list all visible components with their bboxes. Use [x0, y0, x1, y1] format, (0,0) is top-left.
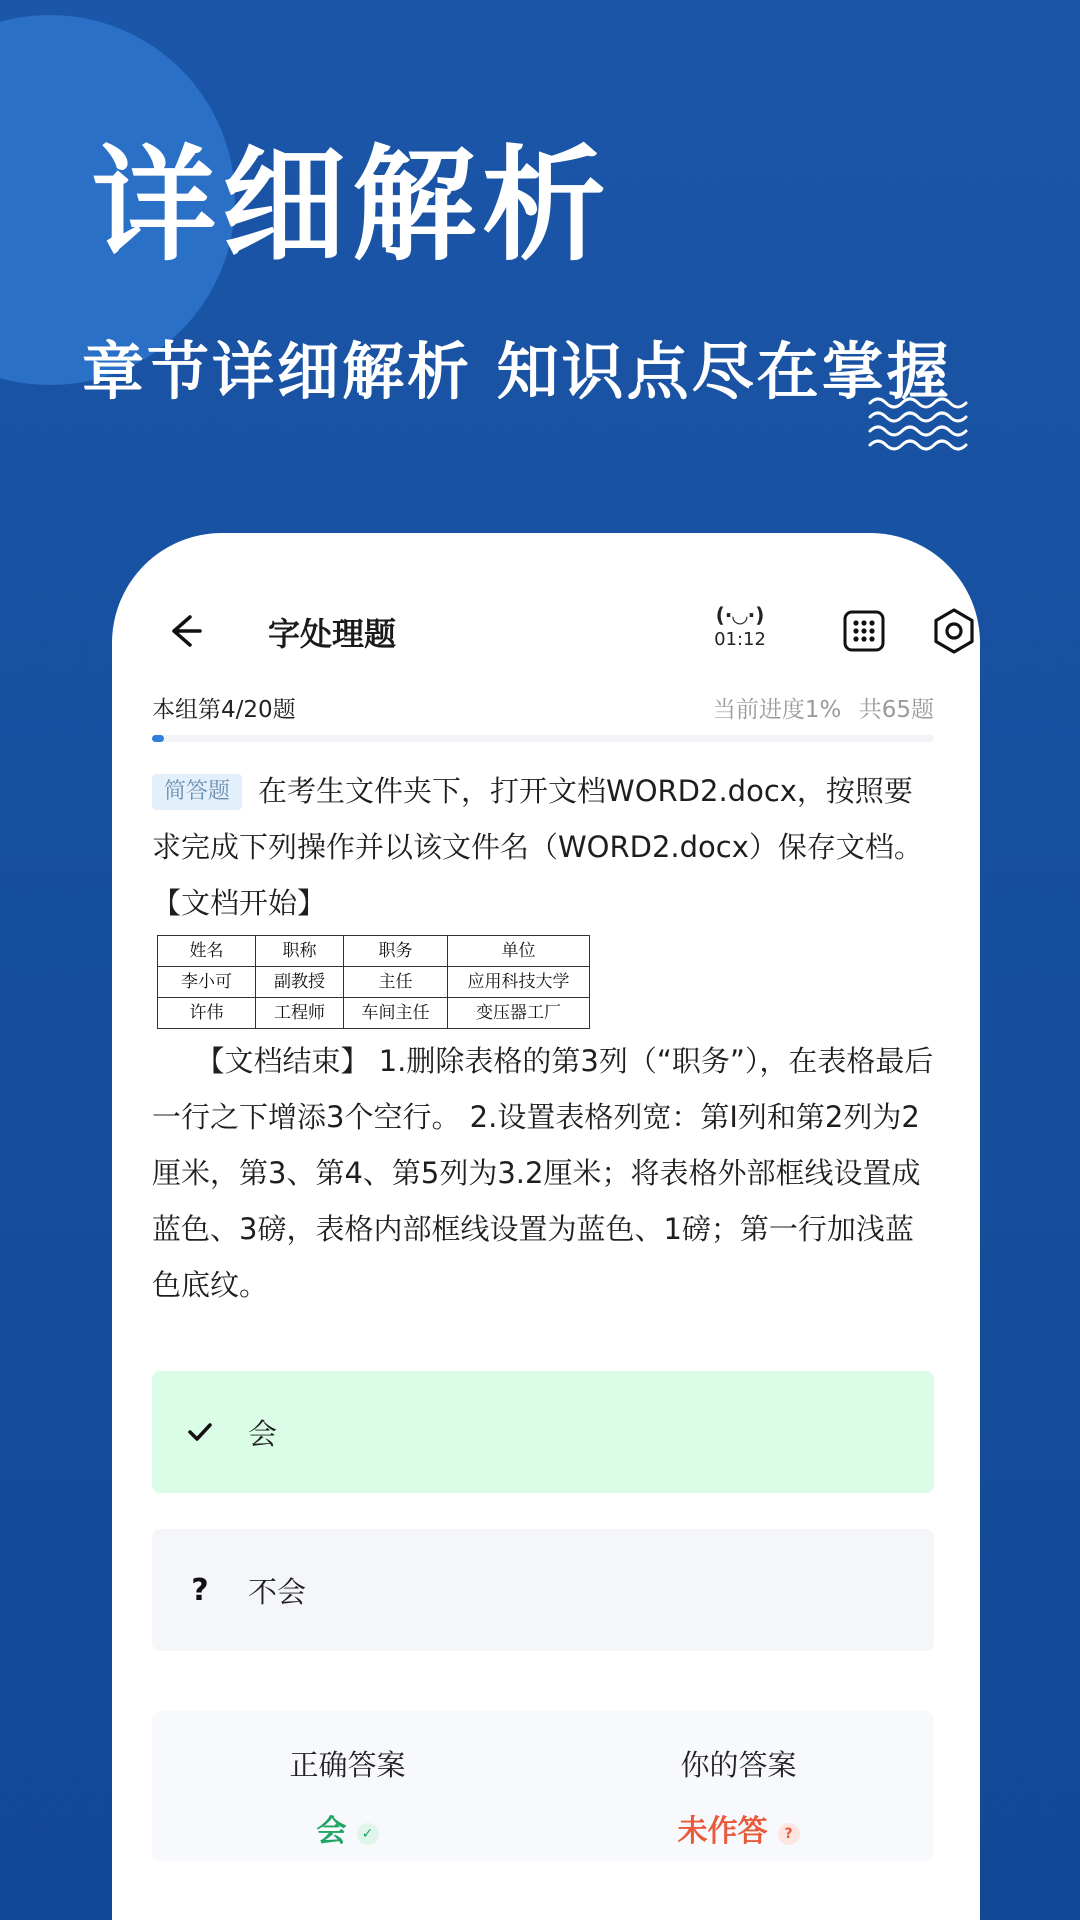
- group-counter: 本组第4/20题: [152, 697, 296, 723]
- table-cell: 许伟: [158, 998, 256, 1029]
- answer-panel: [152, 1711, 934, 1861]
- table-cell: 副教授: [256, 967, 344, 998]
- table-cell: 工程师: [256, 998, 344, 1029]
- option-yes[interactable]: [152, 1371, 934, 1493]
- your-answer-value: 未作答: [677, 1814, 768, 1849]
- question-text: 在考生文件夹下，打开文档WORD2.docx，按照要求完成下列操作并以该文件名（WORD2.docx）保存文档。 【文档开始】: [152, 774, 967, 920]
- option-no-label: 不会: [248, 1574, 307, 1609]
- timer-value: 01:12: [714, 629, 766, 650]
- table-cell: 职称: [256, 936, 344, 967]
- wave-decoration-icon: [868, 395, 968, 455]
- question-badge-icon: ?: [778, 1823, 800, 1845]
- document-table: [157, 935, 590, 1029]
- question-mark-icon: ?: [191, 1572, 209, 1608]
- table-row: [158, 998, 590, 1029]
- phone-screen: [112, 533, 980, 1920]
- banner-title: 详细解析: [92, 134, 613, 278]
- grid-icon[interactable]: [842, 609, 886, 653]
- progress-total: 共65题: [858, 697, 934, 723]
- correct-answer-value: 会: [316, 1814, 347, 1849]
- your-answer-label: 你的答案: [680, 1748, 797, 1782]
- question-type-tag: 简答题: [152, 774, 242, 810]
- progress-bar: [152, 735, 934, 742]
- back-arrow-icon[interactable]: [166, 609, 210, 653]
- question-text-before: [152, 763, 967, 931]
- progress-row: [152, 691, 934, 731]
- progress-summary: [713, 691, 934, 724]
- table-cell: 变压器工厂: [448, 998, 590, 1029]
- top-bar: [152, 603, 942, 663]
- table-cell: 单位: [448, 936, 590, 967]
- banner-subtitle: 章节详细解析 知识点尽在掌握: [82, 335, 952, 408]
- timer-icon: (·◡·): [715, 603, 765, 627]
- check-badge-icon: ✓: [357, 1823, 379, 1845]
- progress-bar-fill: [152, 735, 164, 742]
- table-row: [158, 936, 590, 967]
- your-answer: [543, 1743, 934, 1850]
- table-cell: 李小可: [158, 967, 256, 998]
- option-no[interactable]: [152, 1529, 934, 1651]
- timer-button[interactable]: [708, 603, 772, 663]
- table-cell: 应用科技大学: [448, 967, 590, 998]
- progress-current: 当前进度1%: [712, 697, 842, 723]
- question-body: [152, 763, 967, 1313]
- settings-icon[interactable]: [930, 607, 978, 655]
- check-icon: [182, 1414, 218, 1450]
- correct-answer-label: 正确答案: [289, 1748, 406, 1782]
- table-cell: 车间主任: [344, 998, 448, 1029]
- table-cell: 职务: [344, 936, 448, 967]
- table-cell: 主任: [344, 967, 448, 998]
- table-row: [158, 967, 590, 998]
- question-text-after: 【文档结束】 1.删除表格的第3列（“职务”），在表格最后一行之下增添3个空行。 2.设置表格列宽：第Ⅰ列和第2列为2厘米，第3、第4、第5列为3.2厘米；将表格外部框线设置成蓝色、3磅，表格内部框线设置为蓝色、1磅；第一行加浅蓝色底纹。: [152, 1044, 934, 1302]
- page-title: 字处理题: [268, 616, 397, 652]
- correct-answer: [152, 1743, 543, 1850]
- table-cell: 姓名: [158, 936, 256, 967]
- option-yes-label: 会: [248, 1416, 278, 1451]
